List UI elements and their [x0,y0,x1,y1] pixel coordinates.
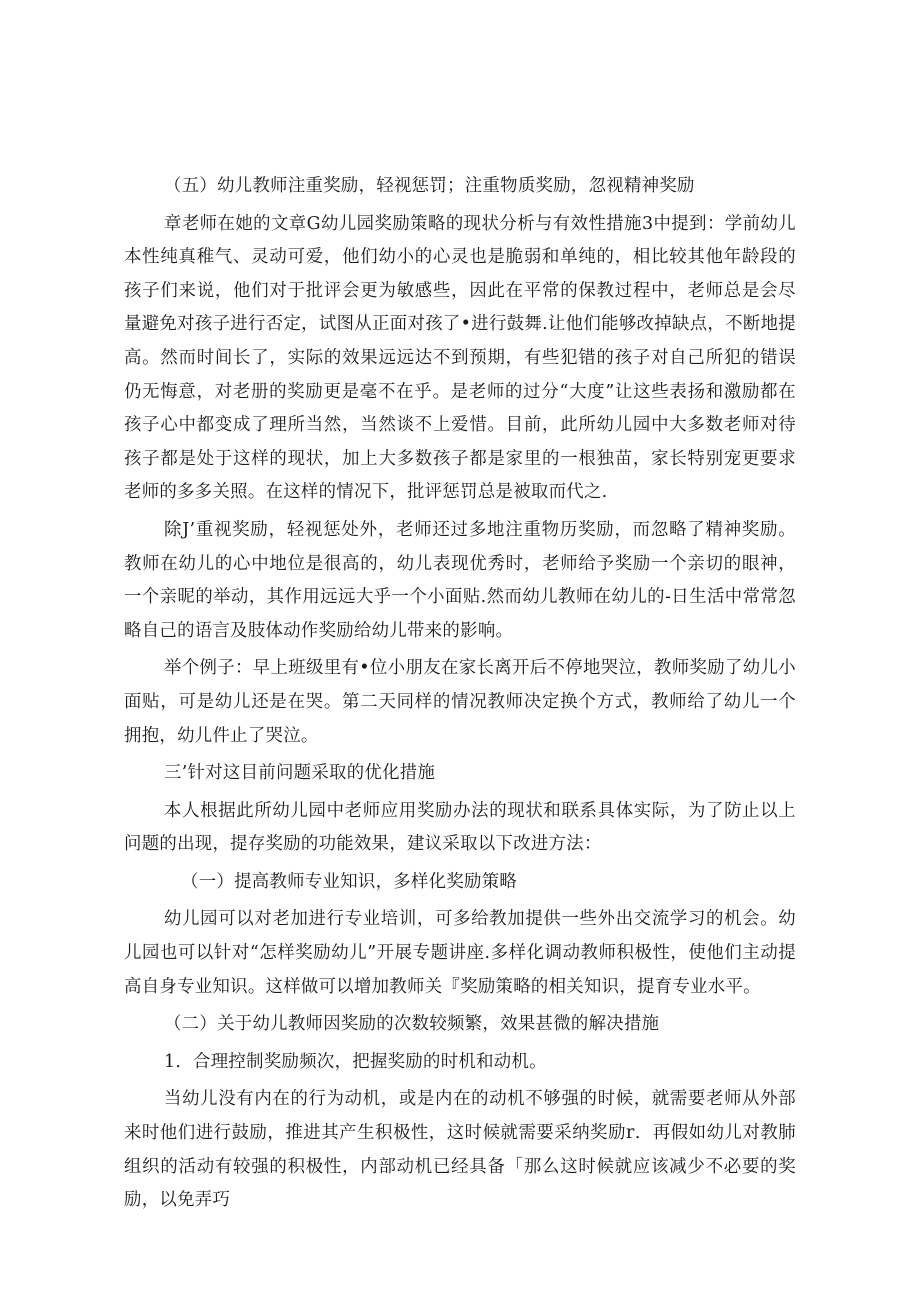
subsection-2-heading: （二）关于幼儿教师因奖励的次数较频繁，效果甚微的解决措施 [164,1014,660,1035]
document-body [124,170,796,1218]
paragraph: 幼儿园可以对老加进行专业培训，可多给教加提供一些外出交流学习的机会。幼儿园也可以针对“怎样奖励幼儿”开展专题讲座.多样化调动教师积极性，使他们主动提高自身专业知识。这样做可以增加教师关『奖励策略的相关知识，提育专业水平。 [124,909,796,997]
paragraph: 本人根据此所幼儿园中老师应用奖励办法的现状和联系具体实际，为了防止以上问题的出现，提存奖励的功能效果，建议采取以下改进方法： [124,800,796,855]
paragraph: 除J’重视奖励，轻视惩处外，老师还过多地注重物历奖励，而忽略了精神奖励。教师在幼儿的心中地位是很高的，幼儿表现优秀时，老师给予奖励一个亲切的眼神，一个亲昵的举动，其作用远远大乎一个小面贴.然而幼儿教师在幼儿的-日生活中常常忽略自己的语言及肢体动作奖励给幼儿带来的影响。 [124,519,796,641]
paragraph: 当幼儿没有内在的行为动机，或是内在的动机不够强的时候，就需要老师从外部来时他们进行鼓励，推进其产生积极性，这时候就需要采纳奖励r．再假如幼儿对教肺组织的活动有较强的积极性，内部动机已经具备「那么这时候就应该减少不必要的奖励，以免弄巧 [124,1089,796,1211]
numbered-item: 1．合理控制奖励频次，把握奖励的时机和动机。 [164,1051,547,1072]
section-3-heading: 三’针对这目前问题采取的优化措施 [164,763,436,784]
section-5-heading: （五）幼儿教师注重奖励，轻视惩罚；注重物质奖励，忽视精神奖励 [164,176,695,196]
subsection-1-heading: （一）提高教师专业知识，多样化奖励策略 [181,871,518,892]
paragraph: 章老师在她的文章G幼儿园奖励策略的现状分析与有效性措施3中提到：学前幼儿本性纯真稚气、灵动可爱，他们幼小的心灵也是脆弱和单纯的，相比较其他年龄段的孩子们来说，他们对于批评会更为敏感些，因此在平常的保教过程中，老师总是会尽量避免对孩子进行否定，试图从正面对孩了•进行鼓舞.让他们能够改掉缺点，不断地提高。然而时间长了，实际的效果远远达不到预期，有些犯错的孩子对自己所犯的错误仍无悔意，对老册的奖励更是毫不在乎。是老师的过分“大度”让这些表扬和激励都在孩子心中都变成了理所当然，当然谈不上爱惜。目前，此所幼儿园中大多数老师对待孩子都是处于这样的现状，加上大多数孩子都是家里的一根独苗，家长特别宠更要求老师的多多关照。在这样的情况下，批评惩罚总是被取而代之. [124,213,796,503]
paragraph: 举个例子：早上班级里有•位小朋友在家长离开后不停地哭泣，教师奖励了幼儿小面贴，可是幼儿还是在哭。第二天同样的情况教师决定换个方式，教师给了幼儿一个拥抱，幼儿件止了哭泣。 [124,658,796,746]
